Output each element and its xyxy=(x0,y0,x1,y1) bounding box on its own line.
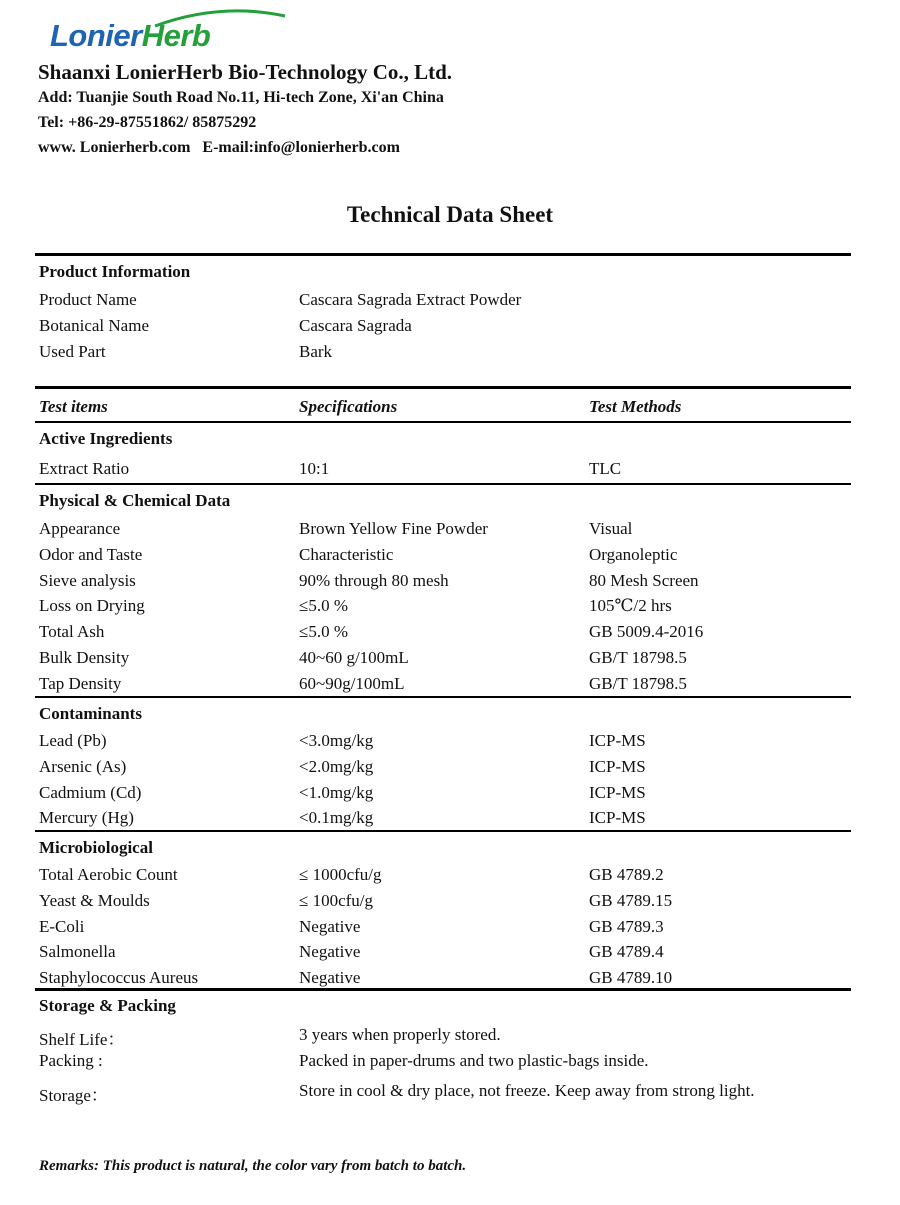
test-specification: <1.0mg/kg xyxy=(299,783,374,802)
test-specification: <2.0mg/kg xyxy=(299,757,374,776)
test-item: Sieve analysis xyxy=(39,571,136,590)
divider-line xyxy=(35,421,851,423)
test-specification: ≤5.0 % xyxy=(299,596,348,615)
test-method: GB 5009.4-2016 xyxy=(589,622,704,641)
storage-label: Packing : xyxy=(39,1051,103,1070)
divider-line xyxy=(35,988,851,991)
section-heading-contaminants: Contaminants xyxy=(39,704,142,723)
company-name: Shaanxi LonierHerb Bio-Technology Co., Ltd. xyxy=(38,60,453,84)
storage-label: Storage： xyxy=(39,1086,108,1105)
divider-line xyxy=(35,386,851,389)
test-specification: Negative xyxy=(299,968,361,987)
storage-value: Packed in paper-drums and two plastic-bags inside. xyxy=(299,1051,649,1070)
section-heading-storage-packing: Storage & Packing xyxy=(39,996,176,1015)
storage-value: Store in cool & dry place, not freeze. Keep away from strong light. xyxy=(299,1081,755,1100)
page-title: Technical Data Sheet xyxy=(346,202,554,227)
test-item: Appearance xyxy=(39,519,121,538)
test-method: GB 4789.10 xyxy=(589,968,673,987)
test-specification: ≤ 1000cfu/g xyxy=(299,865,382,884)
test-item: Lead (Pb) xyxy=(39,731,107,750)
test-specification: Characteristic xyxy=(299,545,394,564)
test-item: Salmonella xyxy=(39,942,116,961)
company-web-email: www. Lonierherb.com E-mail:info@lonierherb.com xyxy=(38,139,400,156)
company-logo xyxy=(50,8,310,58)
test-item: Total Aerobic Count xyxy=(39,865,178,884)
company-address: Add: Tuanjie South Road No.11, Hi-tech Zone, Xi'an China xyxy=(38,89,444,106)
test-method: 105℃/2 hrs xyxy=(589,596,672,615)
divider-line xyxy=(35,696,851,698)
test-method: GB/T 18798.5 xyxy=(589,674,687,693)
test-method: GB 4789.4 xyxy=(589,942,664,961)
test-method: ICP-MS xyxy=(589,808,646,827)
test-item: Total Ash xyxy=(39,622,105,641)
test-item: Staphylococcus Aureus xyxy=(39,968,199,987)
product-info-value: Cascara Sagrada Extract Powder xyxy=(299,290,522,309)
column-header-test-items: Test items xyxy=(39,397,108,416)
test-specification: 90% through 80 mesh xyxy=(299,571,449,590)
test-specification: ≤5.0 % xyxy=(299,622,348,641)
logo-text-herb: Herb xyxy=(141,18,211,53)
test-method: ICP-MS xyxy=(589,783,646,802)
test-method: GB 4789.15 xyxy=(589,891,673,910)
test-item: Odor and Taste xyxy=(39,545,143,564)
test-specification: 40~60 g/100mL xyxy=(299,648,409,667)
test-specification: <3.0mg/kg xyxy=(299,731,374,750)
storage-label: Shelf Life： xyxy=(39,1030,125,1049)
test-method: ICP-MS xyxy=(589,757,646,776)
divider-line xyxy=(35,483,851,485)
test-item: Mercury (Hg) xyxy=(39,808,134,827)
test-specification: Negative xyxy=(299,942,361,961)
storage-value: 3 years when properly stored. xyxy=(299,1025,501,1044)
test-item: Cadmium (Cd) xyxy=(39,783,142,802)
company-tel: Tel: +86-29-87551862/ 85875292 xyxy=(38,114,257,131)
test-item: E-Coli xyxy=(39,917,85,936)
test-specification: 10:1 xyxy=(299,459,330,478)
test-method: Visual xyxy=(589,519,633,538)
product-info-value: Bark xyxy=(299,342,333,361)
test-method: Organoleptic xyxy=(589,545,678,564)
remarks-note: Remarks: This product is natural, the color vary from batch to batch. xyxy=(39,1158,467,1174)
test-method: GB/T 18798.5 xyxy=(589,648,687,667)
test-specification: 60~90g/100mL xyxy=(299,674,405,693)
product-info-value: Cascara Sagrada xyxy=(299,316,412,335)
test-specification: ≤ 100cfu/g xyxy=(299,891,374,910)
test-method: TLC xyxy=(589,459,622,478)
logo-text-lonier: Lonier xyxy=(50,18,142,53)
product-info-label: Botanical Name xyxy=(39,316,149,335)
test-item: Loss on Drying xyxy=(39,596,145,615)
test-specification: Negative xyxy=(299,917,361,936)
test-specification: Brown Yellow Fine Powder xyxy=(299,519,488,538)
test-item: Extract Ratio xyxy=(39,459,130,478)
section-heading-microbiological: Microbiological xyxy=(39,838,153,857)
test-method: 80 Mesh Screen xyxy=(589,571,699,590)
section-heading-active-ingredients: Active Ingredients xyxy=(39,429,173,448)
column-header-specifications: Specifications xyxy=(299,397,398,416)
test-item: Yeast & Moulds xyxy=(39,891,150,910)
section-heading-physical-chemical-data: Physical & Chemical Data xyxy=(39,491,231,510)
logo-text xyxy=(50,18,210,54)
product-info-label: Product Name xyxy=(39,290,137,309)
section-heading-product-information: Product Information xyxy=(39,262,191,281)
column-header-test-methods: Test Methods xyxy=(589,397,682,416)
test-item: Bulk Density xyxy=(39,648,130,667)
test-method: ICP-MS xyxy=(589,731,646,750)
test-method: GB 4789.2 xyxy=(589,865,664,884)
divider-line xyxy=(35,253,851,256)
product-info-label: Used Part xyxy=(39,342,106,361)
divider-line xyxy=(35,830,851,832)
test-item: Arsenic (As) xyxy=(39,757,127,776)
test-specification: <0.1mg/kg xyxy=(299,808,374,827)
test-item: Tap Density xyxy=(39,674,122,693)
test-method: GB 4789.3 xyxy=(589,917,664,936)
